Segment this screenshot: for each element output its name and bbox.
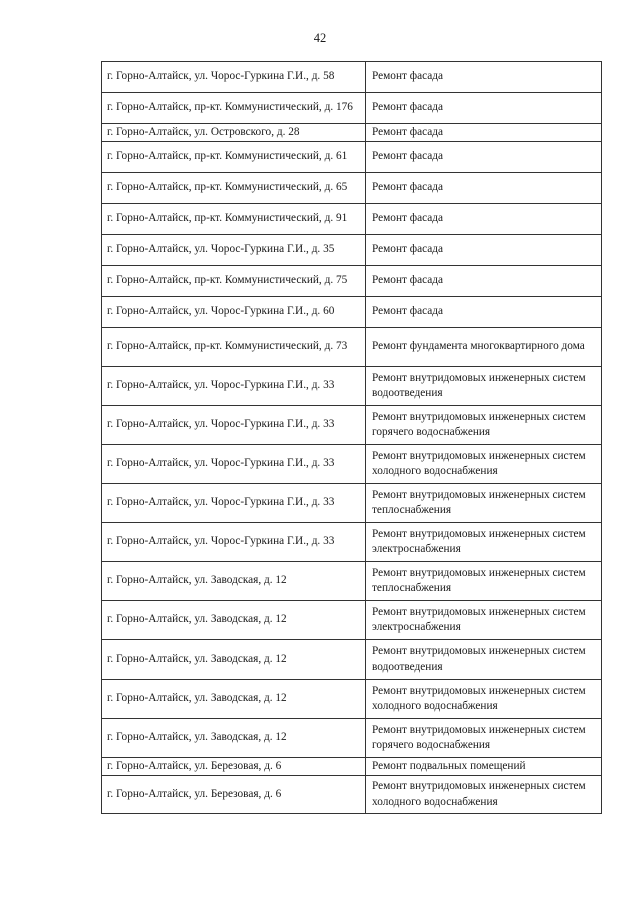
work-type-cell: Ремонт фасада xyxy=(366,124,602,142)
work-type-cell: Ремонт внутридомовых инженерных систем электроснабжения xyxy=(366,523,602,562)
address-cell: г. Горно-Алтайск, пр-кт. Коммунистический, д. 73 xyxy=(102,328,366,367)
table-row xyxy=(102,776,602,814)
table-row xyxy=(102,142,602,173)
address-cell: г. Горно-Алтайск, ул. Чорос-Гуркина Г.И., д. 33 xyxy=(102,367,366,406)
address-cell: г. Горно-Алтайск, ул. Березовая, д. 6 xyxy=(102,776,366,814)
work-type-cell: Ремонт фасада xyxy=(366,235,602,266)
address-cell: г. Горно-Алтайск, ул. Чорос-Гуркина Г.И., д. 33 xyxy=(102,484,366,523)
address-cell: г. Горно-Алтайск, ул. Заводская, д. 12 xyxy=(102,680,366,719)
work-type-cell: Ремонт внутридомовых инженерных систем горячего водоснабжения xyxy=(366,719,602,758)
work-type-cell: Ремонт фасада xyxy=(366,204,602,235)
address-cell: г. Горно-Алтайск, ул. Заводская, д. 12 xyxy=(102,562,366,601)
work-type-cell: Ремонт фундамента многоквартирного дома xyxy=(366,328,602,367)
work-type-cell: Ремонт внутридомовых инженерных систем холодного водоснабжения xyxy=(366,776,602,814)
table-row xyxy=(102,562,602,601)
repair-works-table xyxy=(101,61,602,814)
table-row xyxy=(102,406,602,445)
address-cell: г. Горно-Алтайск, ул. Чорос-Гуркина Г.И., д. 60 xyxy=(102,297,366,328)
table-row xyxy=(102,62,602,93)
address-cell: г. Горно-Алтайск, ул. Чорос-Гуркина Г.И., д. 58 xyxy=(102,62,366,93)
address-cell: г. Горно-Алтайск, ул. Заводская, д. 12 xyxy=(102,601,366,640)
work-type-cell: Ремонт подвальных помещений xyxy=(366,758,602,776)
table-row xyxy=(102,680,602,719)
address-cell: г. Горно-Алтайск, ул. Заводская, д. 12 xyxy=(102,640,366,680)
page-number: 42 xyxy=(313,31,327,45)
table-row xyxy=(102,445,602,484)
table-row xyxy=(102,124,602,142)
address-cell: г. Горно-Алтайск, ул. Березовая, д. 6 xyxy=(102,758,366,776)
table-row xyxy=(102,640,602,680)
table-row xyxy=(102,719,602,758)
table-row xyxy=(102,266,602,297)
table-row xyxy=(102,297,602,328)
address-cell: г. Горно-Алтайск, ул. Чорос-Гуркина Г.И., д. 35 xyxy=(102,235,366,266)
work-type-cell: Ремонт фасада xyxy=(366,93,602,124)
work-type-cell: Ремонт фасада xyxy=(366,62,602,93)
table-row xyxy=(102,235,602,266)
table-row xyxy=(102,93,602,124)
address-cell: г. Горно-Алтайск, ул. Чорос-Гуркина Г.И., д. 33 xyxy=(102,406,366,445)
work-type-cell: Ремонт внутридомовых инженерных систем холодного водоснабжения xyxy=(366,445,602,484)
address-cell: г. Горно-Алтайск, пр-кт. Коммунистический, д. 75 xyxy=(102,266,366,297)
address-cell: г. Горно-Алтайск, пр-кт. Коммунистический, д. 65 xyxy=(102,173,366,204)
table-row xyxy=(102,204,602,235)
work-type-cell: Ремонт фасада xyxy=(366,142,602,173)
work-type-cell: Ремонт внутридомовых инженерных систем горячего водоснабжения xyxy=(366,406,602,445)
table-row xyxy=(102,484,602,523)
work-type-cell: Ремонт внутридомовых инженерных систем теплоснабжения xyxy=(366,484,602,523)
work-type-cell: Ремонт внутридомовых инженерных систем электроснабжения xyxy=(366,601,602,640)
work-type-cell: Ремонт внутридомовых инженерных систем теплоснабжения xyxy=(366,562,602,601)
address-cell: г. Горно-Алтайск, пр-кт. Коммунистический, д. 61 xyxy=(102,142,366,173)
table-row xyxy=(102,523,602,562)
address-cell: г. Горно-Алтайск, ул. Островского, д. 28 xyxy=(102,124,366,142)
work-type-cell: Ремонт фасада xyxy=(366,266,602,297)
work-type-cell: Ремонт внутридомовых инженерных систем водоотведения xyxy=(366,640,602,680)
address-cell: г. Горно-Алтайск, ул. Чорос-Гуркина Г.И., д. 33 xyxy=(102,445,366,484)
address-cell: г. Горно-Алтайск, ул. Заводская, д. 12 xyxy=(102,719,366,758)
table-row xyxy=(102,328,602,367)
address-cell: г. Горно-Алтайск, пр-кт. Коммунистический, д. 176 xyxy=(102,93,366,124)
work-type-cell: Ремонт фасада xyxy=(366,297,602,328)
work-type-cell: Ремонт внутридомовых инженерных систем водоотведения xyxy=(366,367,602,406)
address-cell: г. Горно-Алтайск, пр-кт. Коммунистический, д. 91 xyxy=(102,204,366,235)
table-row xyxy=(102,173,602,204)
table-row xyxy=(102,758,602,776)
work-type-cell: Ремонт фасада xyxy=(366,173,602,204)
work-type-cell: Ремонт внутридомовых инженерных систем холодного водоснабжения xyxy=(366,680,602,719)
table-row xyxy=(102,601,602,640)
address-cell: г. Горно-Алтайск, ул. Чорос-Гуркина Г.И., д. 33 xyxy=(102,523,366,562)
table-row xyxy=(102,367,602,406)
